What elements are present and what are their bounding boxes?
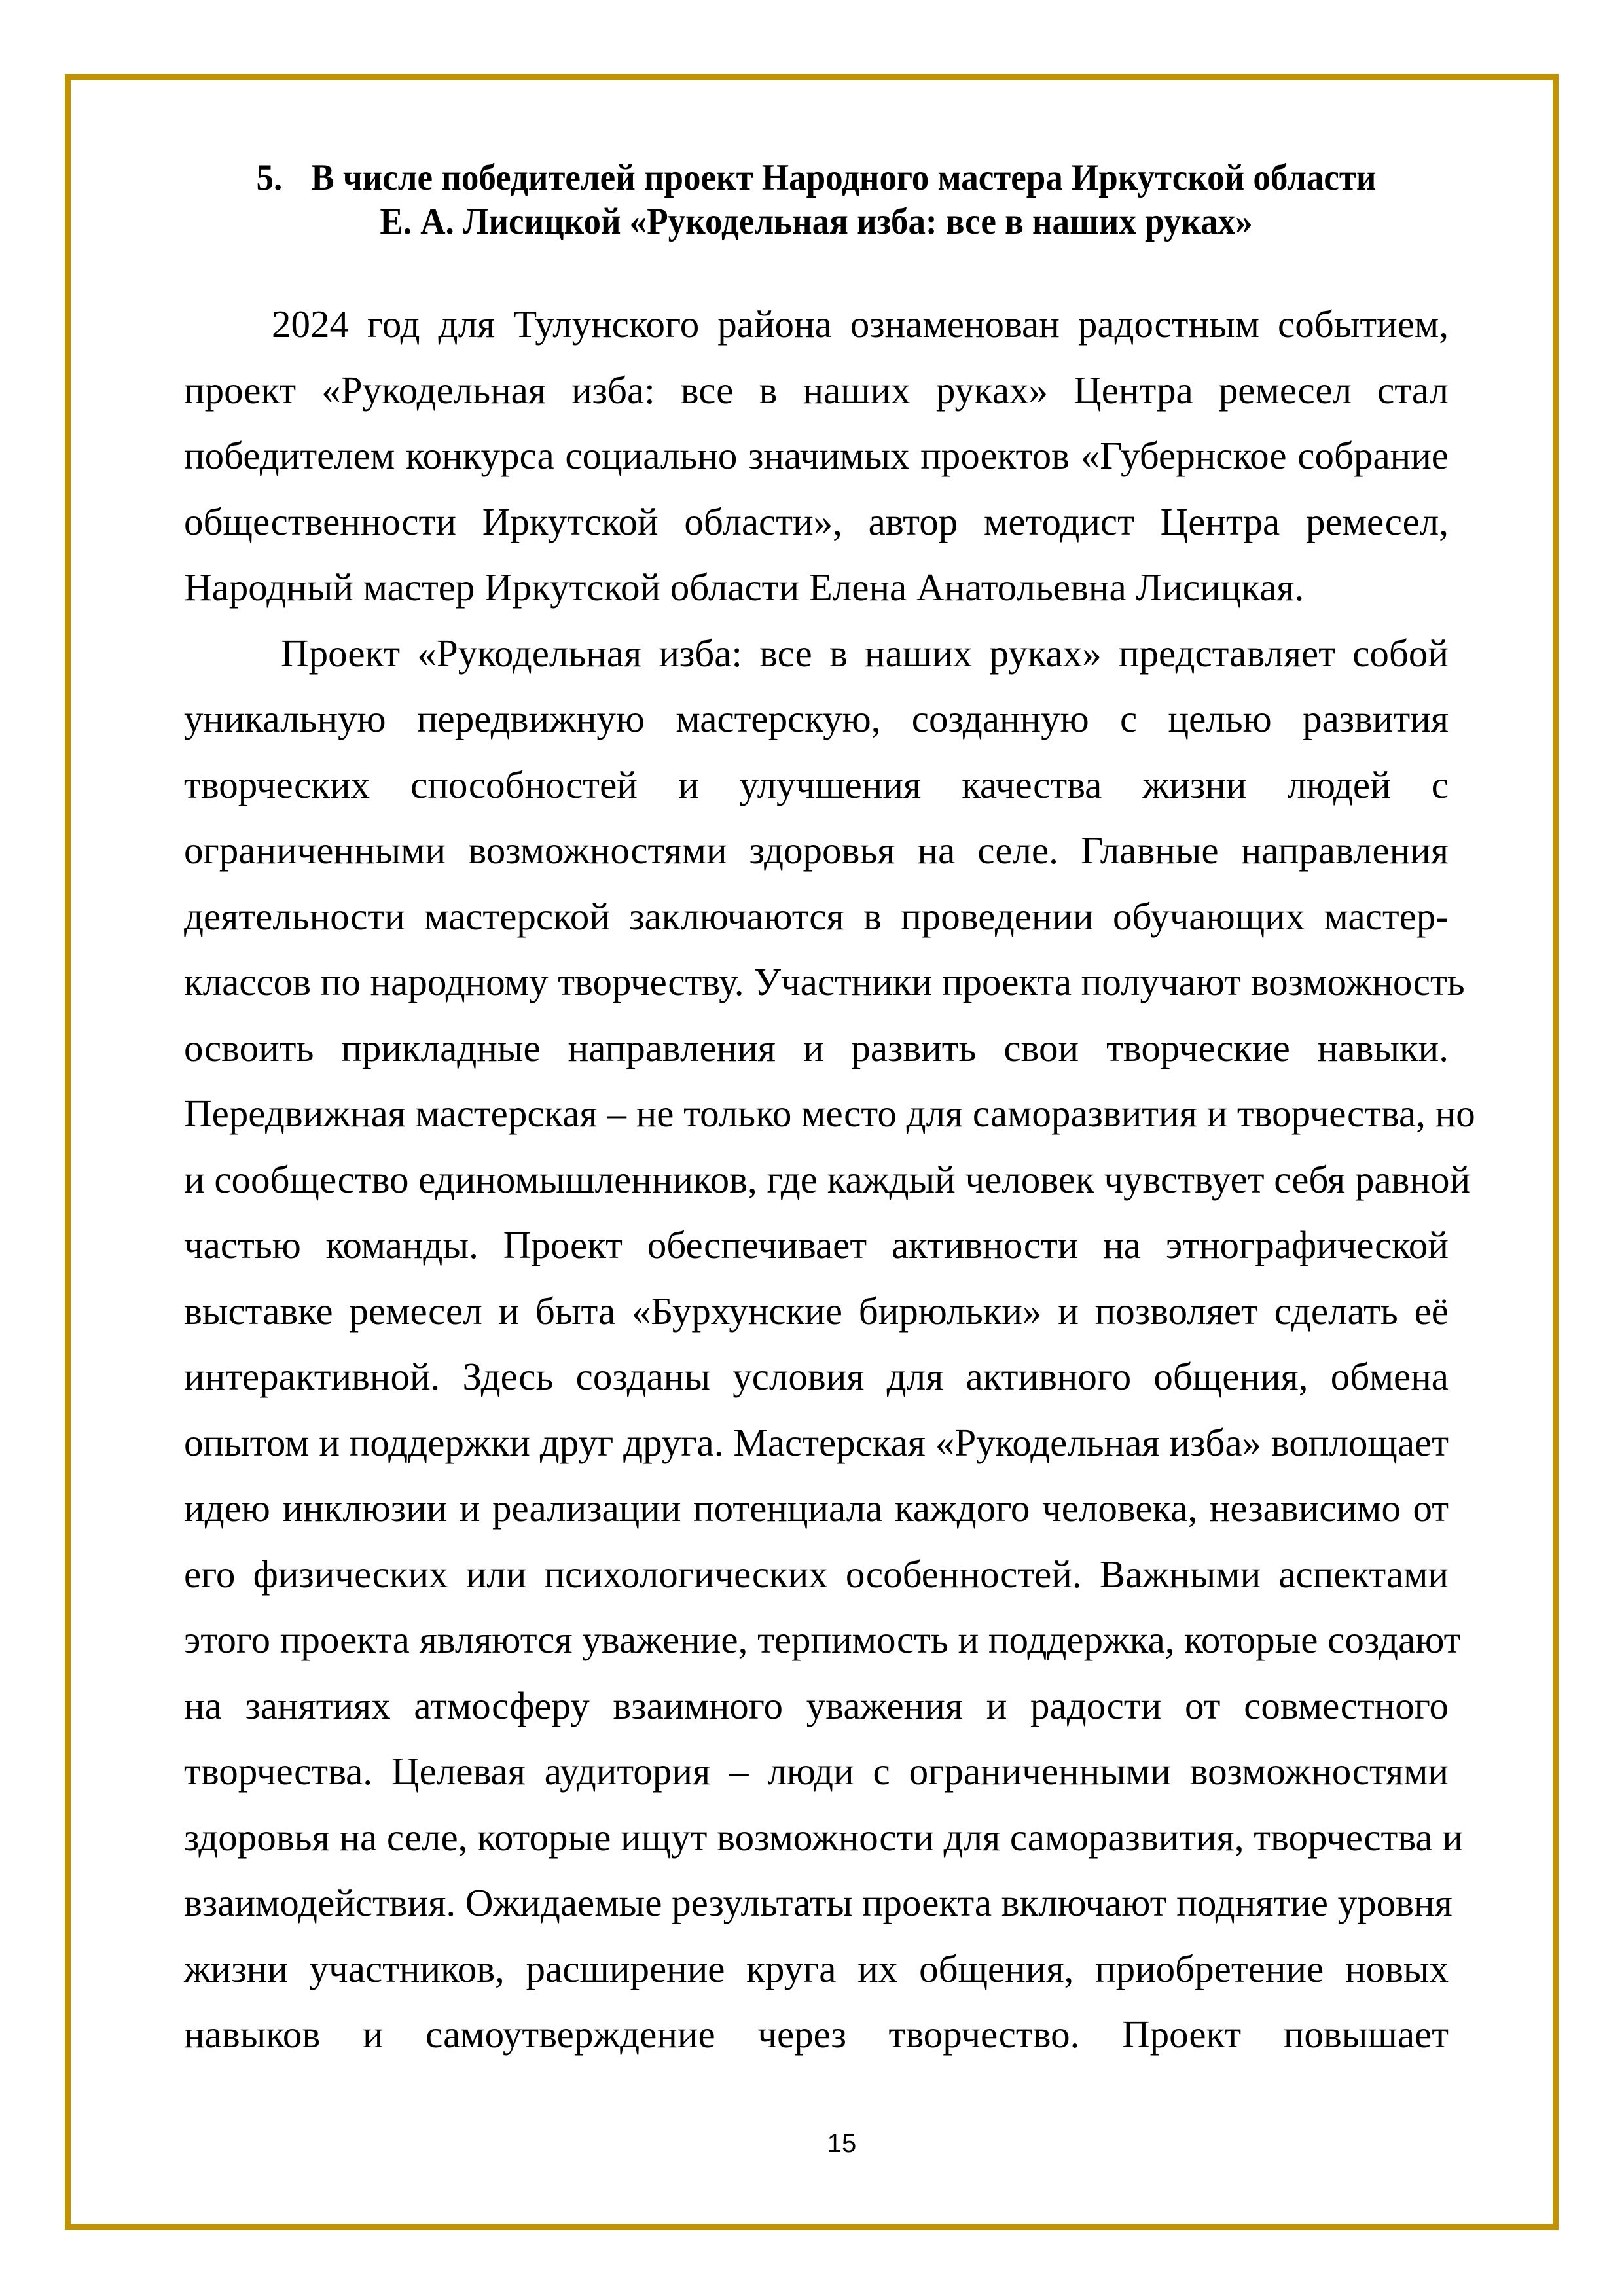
text-line: опытом и поддержки друг друга. Мастерская «Рукодельная изба» воплощает (184, 1420, 1449, 1464)
heading-line-2: Е. А. Лисицкой «Рукодельная изба: все в наших руках» (380, 201, 1253, 242)
text-line: победителем конкурса социально значимых проектов «Губернское собрание (184, 434, 1449, 477)
text-line: освоить прикладные направления и развить свои творческие навыки. (184, 1026, 1449, 1069)
text-line: проект «Рукодельная изба: все в наших руках» Центра ремесел стал (184, 368, 1449, 412)
text-line: частью команды. Проект обеспечивает активности на этнографической (184, 1223, 1449, 1266)
text-line: деятельности мастерской заключаются в проведении обучающих мастер- (184, 894, 1449, 938)
text-line: творческих способностей и улучшения качества жизни людей с (184, 762, 1449, 806)
text-line: жизни участников, расширение круга их общения, приобретение новых (184, 1946, 1449, 1990)
text-line: общественности Иркутской области», автор методист Центра ремесел, (184, 499, 1449, 543)
heading-line-1-text: В числе победителей проект Народного мастера Иркутской области (311, 157, 1377, 198)
text-line: здоровья на селе, которые ищут возможности для саморазвития, творчества и (184, 1815, 1463, 1859)
heading-number: 5. (256, 157, 283, 198)
text-line: уникальную передвижную мастерскую, созданную с целью развития (184, 697, 1449, 740)
paragraph-2 (184, 620, 1475, 2068)
heading-line-1 (228, 156, 1405, 200)
text-line: классов по народному творчеству. Участники проекта получают возможность (184, 960, 1465, 1003)
text-line: этого проекта являются уважение, терпимость и поддержка, которые создают (184, 1618, 1461, 1661)
text-line: 2024 год для Тулунского района ознаменован радостным событием, (272, 302, 1449, 346)
paragraph-1 (184, 291, 1449, 620)
text-line: и сообщество единомышленников, где каждый человек чувствует себя равной (184, 1157, 1471, 1201)
text-line: Народный мастер Иркутской области Елена Анатольевна Лисицкая. (184, 565, 1305, 609)
text-line: идею инклюзии и реализации потенциала каждого человека, независимо от (184, 1486, 1449, 1530)
body-text (184, 291, 1475, 2068)
page-number: 15 (827, 2129, 857, 2158)
text-line: интерактивной. Здесь созданы условия для активного общения, обмена (184, 1355, 1449, 1398)
text-line: выставке ремесел и быта «Бурхунские бирюльки» и позволяет сделать её (184, 1289, 1449, 1333)
text-line: ограниченными возможностями здоровья на селе. Главные направления (184, 829, 1449, 872)
text-line: Передвижная мастерская – не только место для саморазвития и творчества, но (184, 1092, 1475, 1135)
text-line: его физических или психологических особенностей. Важными аспектами (184, 1552, 1449, 1596)
text-line: на занятиях атмосферу взаимного уважения и радости от совместного (184, 1683, 1449, 1727)
text-line: навыков и самоутверждение через творчество. Проект повышает (184, 2013, 1449, 2056)
text-line: взаимодействия. Ожидаемые результаты проекта включают поднятие уровня (184, 1881, 1453, 1924)
text-line: творчества. Целевая аудитория – люди с ограниченными возможностями (184, 1749, 1449, 1793)
text-line: Проект «Рукодельная изба: все в наших руках» представляет собой (281, 631, 1449, 675)
section-heading (228, 156, 1405, 243)
